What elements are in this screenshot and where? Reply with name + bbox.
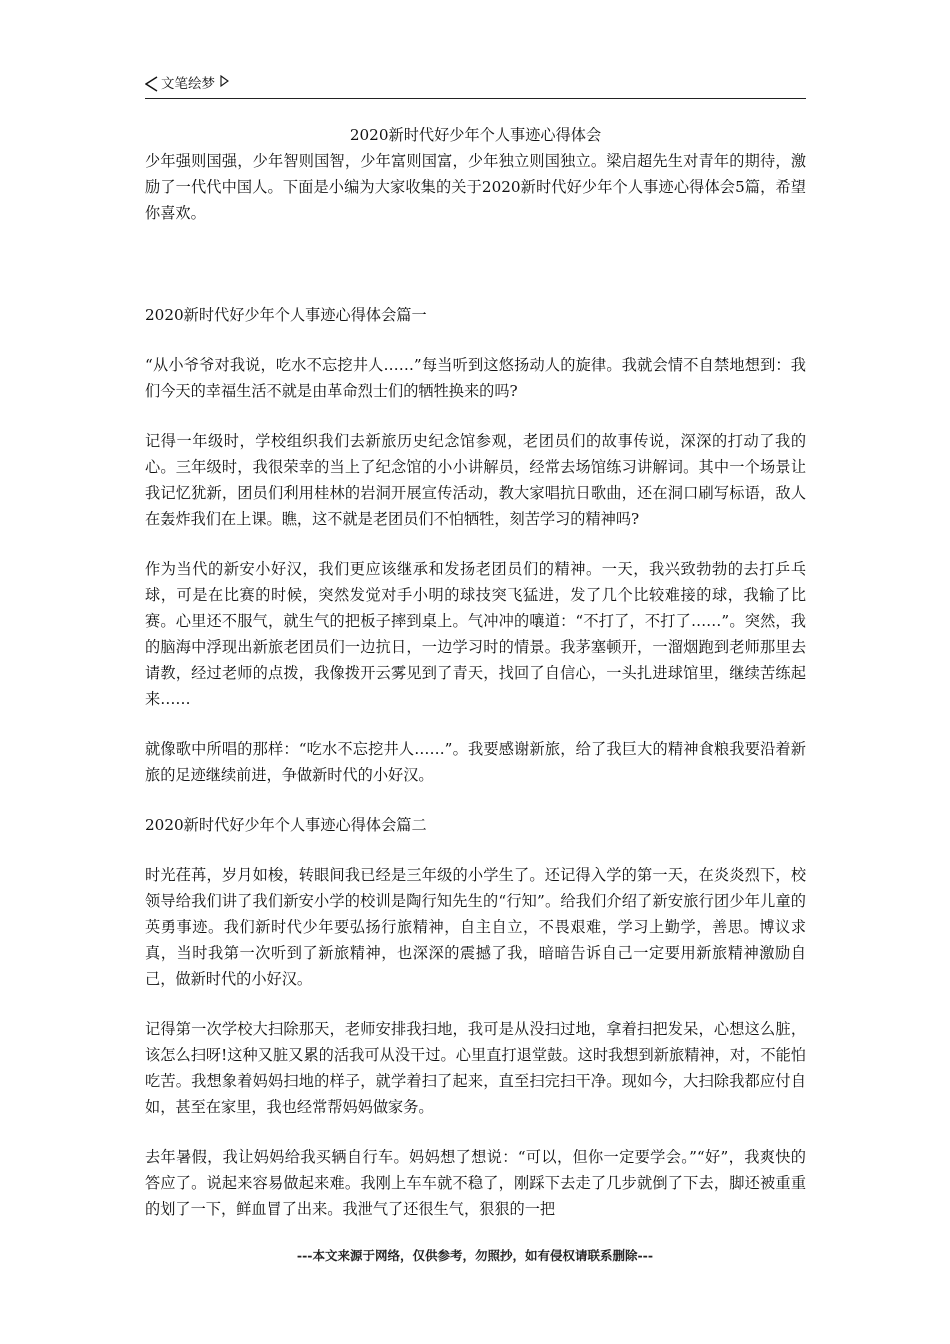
intro-paragraph: 少年强则国强，少年智则国智，少年富则国富，少年独立则国独立。梁启超先生对青年的期待，激励了一代代中国人。下面是小编为大家收集的关于2020新时代好少年个人事迹心得体会5篇，希望你喜欢。 xyxy=(145,152,806,222)
paragraph: 记得一年级时，学校组织我们去新旅历史纪念馆参观，老团员们的故事传说，深深的打动了我的心。三年级时，我很荣幸的当上了纪念馆的小小讲解员，经常去场馆练习讲解词。其中一个场景让我记忆犹新，团员们利用桂林的岩洞开展宣传活动，教大家唱抗日歌曲，还在洞口刷写标语，敌人在轰炸我们在上课。瞧，这不就是老团员们不怕牺牲，刻苦学习的精神吗? xyxy=(145,432,806,528)
triangle-left-icon xyxy=(145,76,158,92)
triangle-right-icon xyxy=(220,75,229,87)
document-title: 2020新时代好少年个人事迹心得体会 xyxy=(349,126,602,144)
paragraph: “从小爷爷对我说，吃水不忘挖井人……”每当听到这悠扬动人的旋律。我就会情不自禁地想到：我们今天的幸福生活不就是由革命烈士们的牺牲换来的吗? xyxy=(145,356,806,400)
paragraph: 作为当代的新安小好汉，我们更应该继承和发扬老团员们的精神。一天，我兴致勃勃的去打乒乓球，可是在比赛的时候，突然发觉对手小明的球技突飞猛进，发了几个比较难接的球，我输了比赛。心里还不服气，就生气的把板子摔到桌上。气冲冲的嚷道：“不打了，不打了……”。突然，我的脑海中浮现出新旅老团员们一边抗日，一边学习时的情景。我茅塞顿开，一溜烟跑到老师那里去请教，经过老师的点拨，我像拨开云雾见到了青天，找回了自信心，一头扎进球馆里，继续苦练起来…… xyxy=(145,560,806,708)
page-header xyxy=(145,74,806,99)
paragraph: 时光荏苒，岁月如梭，转眼间我已经是三年级的小学生了。还记得入学的第一天，在炎炎烈下，校领导给我们讲了我们新安小学的校训是陶行知先生的“行知”。给我们介绍了新安旅行团少年儿童的英勇事迹。我们新时代少年要弘扬行旅精神，自主自立，不畏艰难，学习上勤学，善思。博议求真，当时我第一次听到了新旅精神，也深深的震撼了我，暗暗告诉自己一定要用新旅精神激励自己，做新时代的小好汉。 xyxy=(145,866,806,988)
section-title: 2020新时代好少年个人事迹心得体会篇二 xyxy=(145,816,427,834)
paragraph: 去年暑假，我让妈妈给我买辆自行车。妈妈想了想说：“可以，但你一定要学会。”“好”，我爽快的答应了。说起来容易做起来难。我刚上车车就不稳了，刚踩下去走了几步就倒了下去，脚还被重重的划了一下，鲜血冒了出来。我泄气了还很生气，狠狠的一把 xyxy=(145,1148,806,1218)
paragraph: 就像歌中所唱的那样：“吃水不忘挖井人……”。我要感谢新旅，给了我巨大的精神食粮我要沿着新旅的足迹继续前进，争做新时代的小好汉。 xyxy=(145,740,806,784)
section-title: 2020新时代好少年个人事迹心得体会篇一 xyxy=(145,306,427,324)
brand-name: 文笔绘梦 xyxy=(161,76,215,92)
paragraph: 记得第一次学校大扫除那天，老师安排我扫地，我可是从没扫过地，拿着扫把发呆，心想这么脏，该怎么扫呀!这种又脏又累的活我可从没干过。心里直打退堂鼓。这时我想到新旅精神，对，不能怕吃苦。我想象着妈妈扫地的样子，就学着扫了起来，直至扫完扫干净。现如今，大扫除我都应付自如，甚至在家里，我也经常帮妈妈做家务。 xyxy=(145,1020,806,1116)
footer-disclaimer: ---本文来源于网络，仅供参考，勿照抄，如有侵权请联系删除--- xyxy=(296,1248,654,1263)
document-body xyxy=(145,122,806,1222)
brand xyxy=(145,74,229,94)
